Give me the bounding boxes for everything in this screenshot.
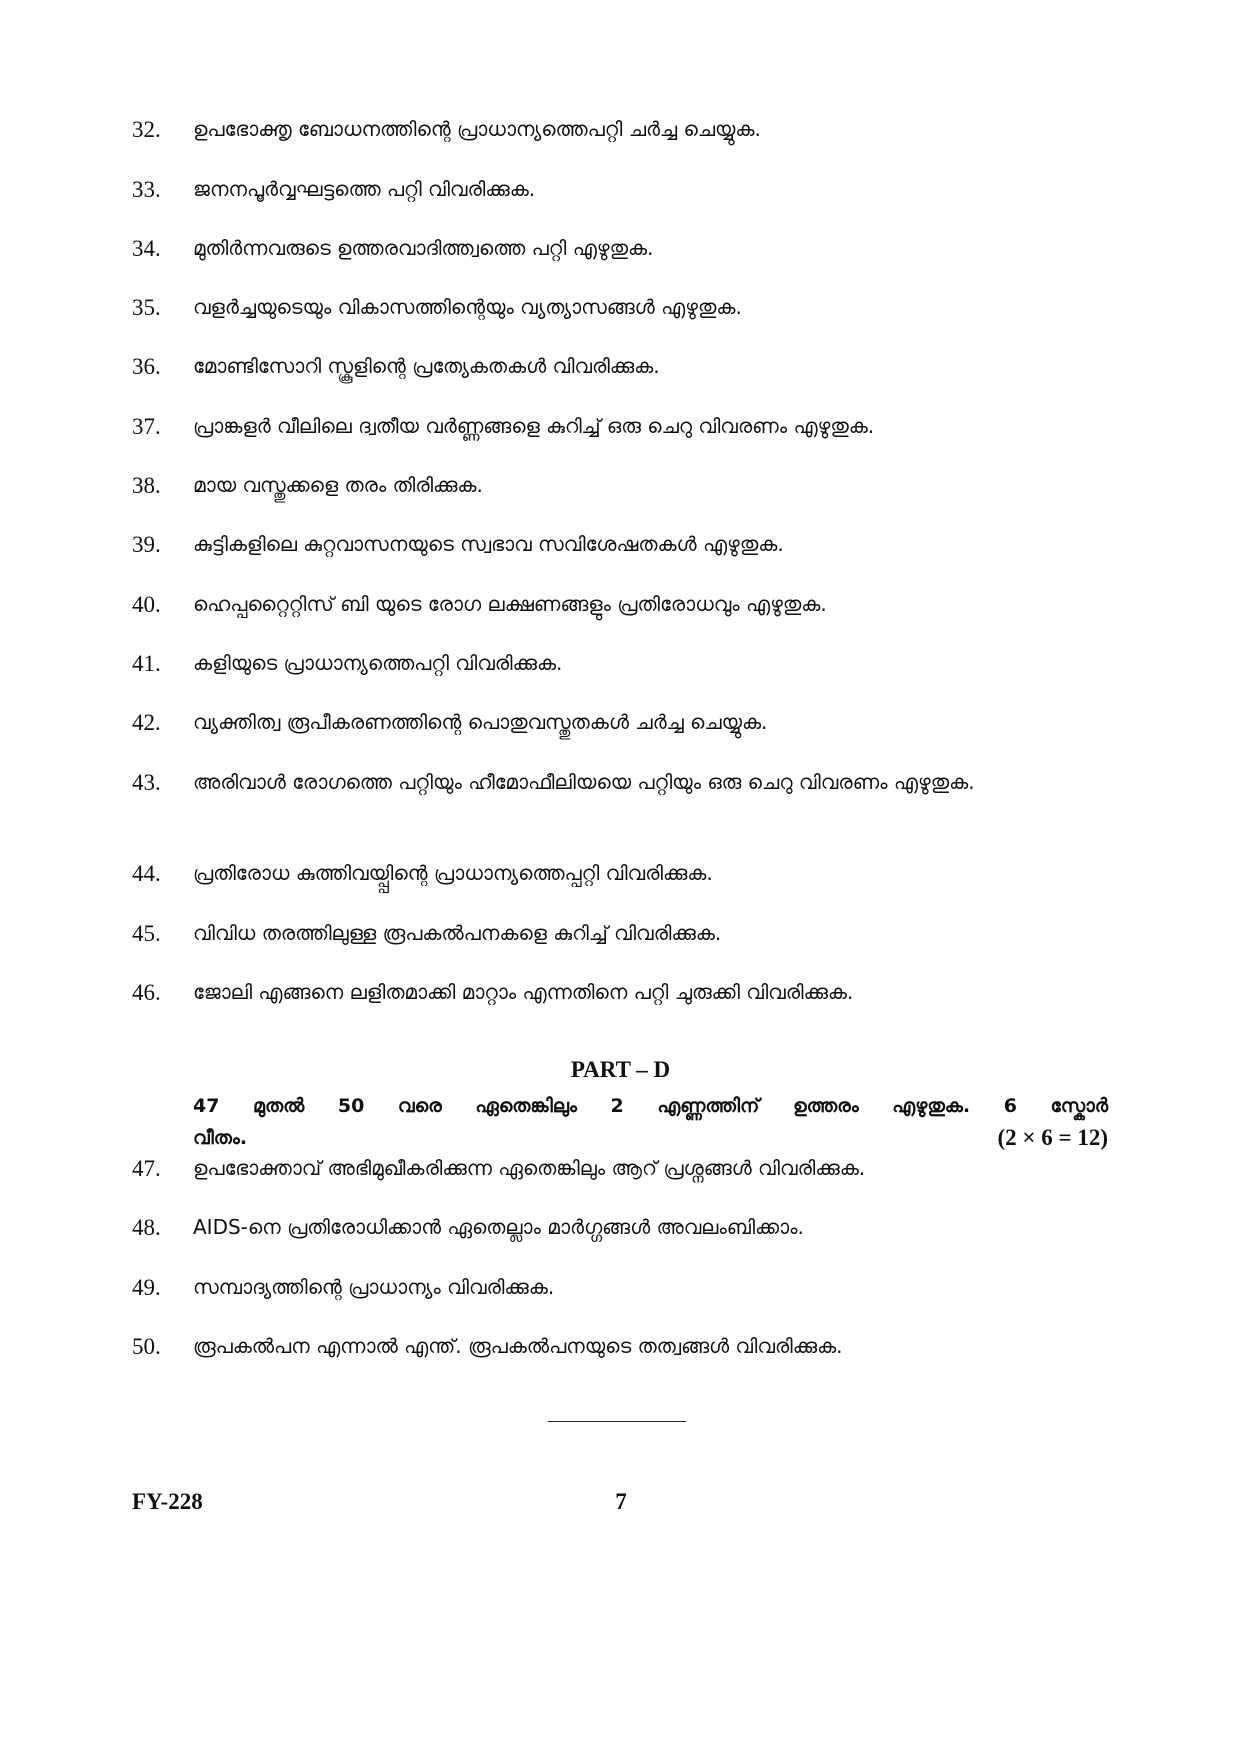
question-number: 46.	[132, 980, 161, 1005]
question-39	[132, 528, 1112, 561]
question-number: 50.	[132, 1334, 161, 1359]
question-text: വ്യക്തിത്വ രൂപീകരണത്തിന്റെ പൊതുവസ്തുതകൾ ചർച്ച ചെയ്യുക.	[193, 710, 768, 734]
question-34	[132, 232, 1112, 265]
question-number: 32.	[132, 117, 161, 142]
question-number: 35.	[132, 295, 161, 320]
question-49	[132, 1271, 1112, 1304]
question-text: ഹെപ്പറ്റൈറ്റിസ് ബി യുടെ രോഗ ലക്ഷണങ്ങളും പ്രതിരോധവും എഴുതുക.	[193, 592, 827, 616]
question-33	[132, 173, 1112, 206]
question-46	[132, 976, 1112, 1009]
question-45	[132, 917, 1112, 950]
question-text: സമ്പാദ്യത്തിന്റെ പ്രാധാന്യം വിവരിക്കുക.	[193, 1275, 555, 1299]
question-32	[132, 113, 1112, 146]
question-number: 39.	[132, 532, 161, 557]
instruction-line-1: 47 മുതൽ 50 വരെ ഏതെങ്കിലും 2 എണ്ണത്തിന് ഉത്തരം എഴുതുക. 6 സ്കോർ	[193, 1095, 1108, 1117]
question-text: ജനനപൂർവ്വഘട്ടത്തെ പറ്റി വിവരിക്കുക.	[193, 177, 536, 201]
question-number: 33.	[132, 177, 161, 202]
instruction-line-2-text: വീതം.	[193, 1127, 248, 1149]
question-number: 40.	[132, 592, 161, 617]
question-number: 37.	[132, 414, 161, 439]
question-number: 41.	[132, 651, 161, 676]
question-number: 42.	[132, 710, 161, 735]
question-35	[132, 291, 1112, 324]
question-text: മോണ്ടിസോറി സ്കൂളിന്റെ പ്രത്യേകതകൾ വിവരിക്കുക.	[193, 354, 660, 378]
end-divider	[548, 1421, 686, 1422]
paper-code: FY-228	[132, 1489, 203, 1514]
question-47	[132, 1152, 1112, 1185]
marks-allocation: (2 × 6 = 12)	[997, 1125, 1108, 1150]
question-number: 45.	[132, 921, 161, 946]
part-d-heading: PART – D	[570, 1057, 671, 1082]
question-number: 43.	[132, 770, 161, 795]
question-text: രൂപകൽപന എന്നാൽ എന്ത്. രൂപകൽപനയുടെ തത്വങ്ങൾ വിവരിക്കുക.	[193, 1334, 843, 1358]
question-text: അരിവാൾ രോഗത്തെ പറ്റിയും ഹീമോഫീലിയയെ പറ്റിയും ഒരു ചെറു വിവരണം എഴുതുക.	[193, 770, 975, 794]
question-text: മുതിർന്നവരുടെ ഉത്തരവാദിത്ത്വത്തെ പറ്റി എഴുതുക.	[193, 236, 654, 260]
question-number: 49.	[132, 1275, 161, 1300]
question-text: ഉപഭോക്താവ് അഭിമുഖീകരിക്കുന്ന ഏതെങ്കിലും ആറ് പ്രശ്നങ്ങൾ വിവരിക്കുക.	[193, 1156, 866, 1180]
question-37	[132, 410, 1112, 443]
question-text: കുട്ടികളിലെ കുറ്റവാസനയുടെ സ്വഭാവ സവിശേഷതകൾ എഴുതുക.	[193, 532, 784, 556]
question-number: 34.	[132, 236, 161, 261]
question-40	[132, 588, 1112, 621]
question-number: 47.	[132, 1156, 161, 1181]
question-number: 48.	[132, 1215, 161, 1240]
question-text: കളിയുടെ പ്രാധാന്യത്തെപറ്റി വിവരിക്കുക.	[193, 651, 563, 675]
question-48	[132, 1211, 1112, 1244]
question-41	[132, 647, 1112, 680]
question-number: 36.	[132, 354, 161, 379]
question-text: പ്രാങ്കളർ വീലിലെ ദ്വതീയ വർണ്ണങ്ങളെ കുറിച്ച് ഒരു ചെറു വിവരണം എഴുതുക.	[193, 414, 875, 438]
question-43	[132, 766, 1112, 799]
part-d-instruction	[193, 1090, 1108, 1154]
question-36	[132, 350, 1112, 383]
instruction-line-2	[193, 1122, 1108, 1154]
question-text: വിവിധ തരത്തിലുള്ള രൂപകൽപനകളെ കുറിച്ച് വിവരിക്കുക.	[193, 921, 722, 945]
question-text: AIDS-നെ പ്രതിരോധിക്കാൻ ഏതെല്ലാം മാർഗ്ഗങ്ങൾ അവലംബിക്കാം.	[193, 1215, 804, 1239]
question-text: വളർച്ചയുടെയും വികാസത്തിന്റെയും വ്യത്യാസങ്ങൾ എഴുതുക.	[193, 295, 742, 319]
question-44	[132, 857, 1112, 890]
question-number: 44.	[132, 861, 161, 886]
question-text: പ്രതിരോധ കുത്തിവയ്പ്പിന്റെ പ്രാധാന്യത്തെപ്പറ്റി വിവരിക്കുക.	[193, 861, 713, 885]
question-42	[132, 706, 1112, 739]
question-50	[132, 1330, 1112, 1363]
question-38	[132, 469, 1112, 502]
question-text: മായ വസ്തുക്കളെ തരം തിരിക്കുക.	[193, 473, 483, 497]
question-text: ഉപഭോക്തൃ ബോധനത്തിന്റെ പ്രാധാന്യത്തെപറ്റി ചർച്ച ചെയ്യുക.	[193, 117, 761, 141]
question-number: 38.	[132, 473, 161, 498]
question-text: ജോലി എങ്ങനെ ലളിതമാക്കി മാറ്റാം എന്നതിനെ പറ്റി ചുരുക്കി വിവരിക്കുക.	[193, 980, 854, 1004]
page-number: 7	[615, 1489, 627, 1514]
